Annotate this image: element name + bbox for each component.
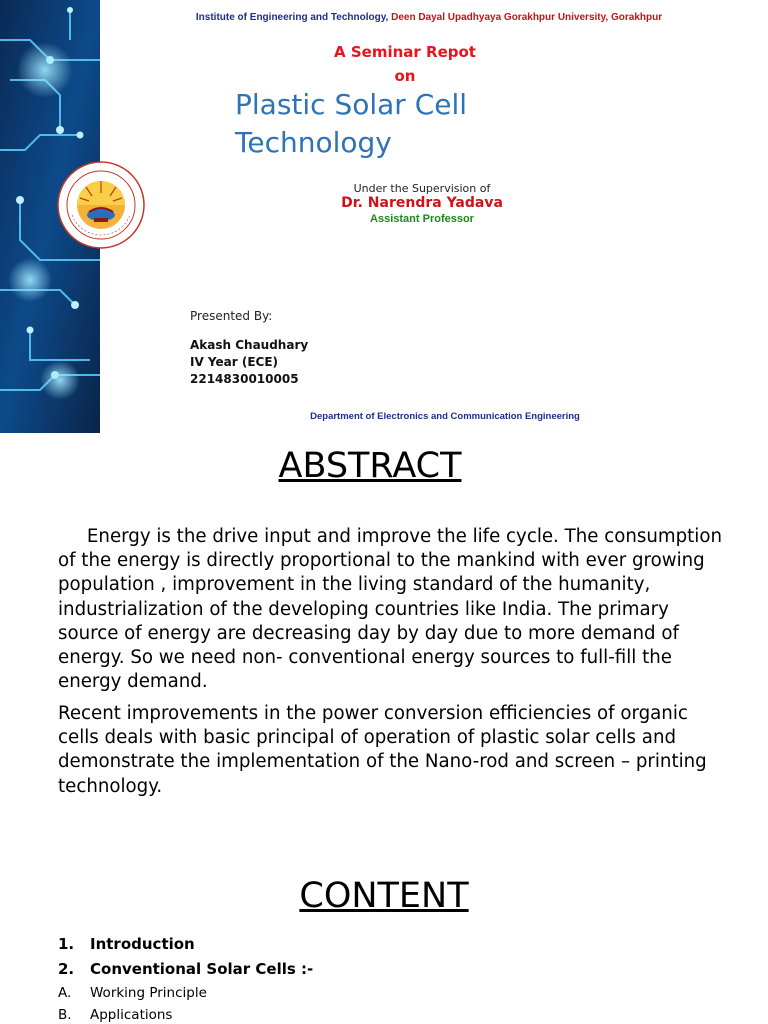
content-heading: CONTENT (299, 876, 469, 916)
content-item-number: 2. (58, 960, 75, 978)
department-name: Department of Electronics and Communication Engineering (310, 411, 580, 422)
content-subitem (58, 985, 207, 1001)
abstract-paragraph-2: Recent improvements in the power conversion efficiencies of organic cells deals with basic principal of operation of plastic solar cells and demonstrate the implementation of the Nano-rod and screen – printing technology. (58, 703, 707, 797)
institute-header (0, 12, 768, 23)
seminar-label: A Seminar Repot (334, 43, 476, 61)
content-subitem-label: Working Principle (90, 985, 207, 1001)
abstract-heading: ABSTRACT (278, 446, 462, 486)
institute-name: Institute of Engineering and Technology, (195, 12, 389, 23)
supervision-label: Under the Supervision of (353, 182, 491, 195)
report-title: Plastic Solar Cell Technology (235, 88, 468, 159)
student-name: Akash Chaudhary (190, 338, 309, 352)
content-item-label: Conventional Solar Cells :- (90, 960, 314, 978)
abstract-paragraph-1 (58, 525, 730, 694)
presented-by-label: Presented By: (190, 309, 273, 323)
content-subitem-letter: A. (58, 985, 72, 1001)
content-subitem-label: Applications (90, 1007, 173, 1023)
content-subitem-letter: B. (58, 1007, 72, 1023)
content-item (58, 935, 195, 953)
content-subitem (58, 1007, 172, 1023)
supervisor-designation: Assistant Professor (370, 213, 474, 225)
university-emblem (56, 160, 146, 250)
content-item-label: Introduction (90, 935, 195, 953)
supervisor-name: Dr. Narendra Yadava (341, 195, 503, 211)
seminar-on-label: on (394, 67, 416, 85)
content-item-number: 1. (58, 935, 75, 953)
student-roll-number: 2214830010005 (190, 372, 299, 386)
title-slide (0, 0, 768, 433)
student-year: IV Year (ECE) (190, 355, 279, 369)
content-item (58, 960, 313, 978)
abstract-paragraph-1-text: Energy is the drive input and improve the life cycle. The consumption of the energy is directly proportional to the mankind with ever growing population , improvement in the living standard of the humanity, industrialization of the developing countries like India. The primary source of energy are decreasing day by day due to more demand of energy. So we need non- conventional energy sources to full-fill the energy demand. (58, 526, 728, 693)
university-name: Deen Dayal Upadhyaya Gorakhpur University, Gorakhpur (391, 12, 663, 23)
